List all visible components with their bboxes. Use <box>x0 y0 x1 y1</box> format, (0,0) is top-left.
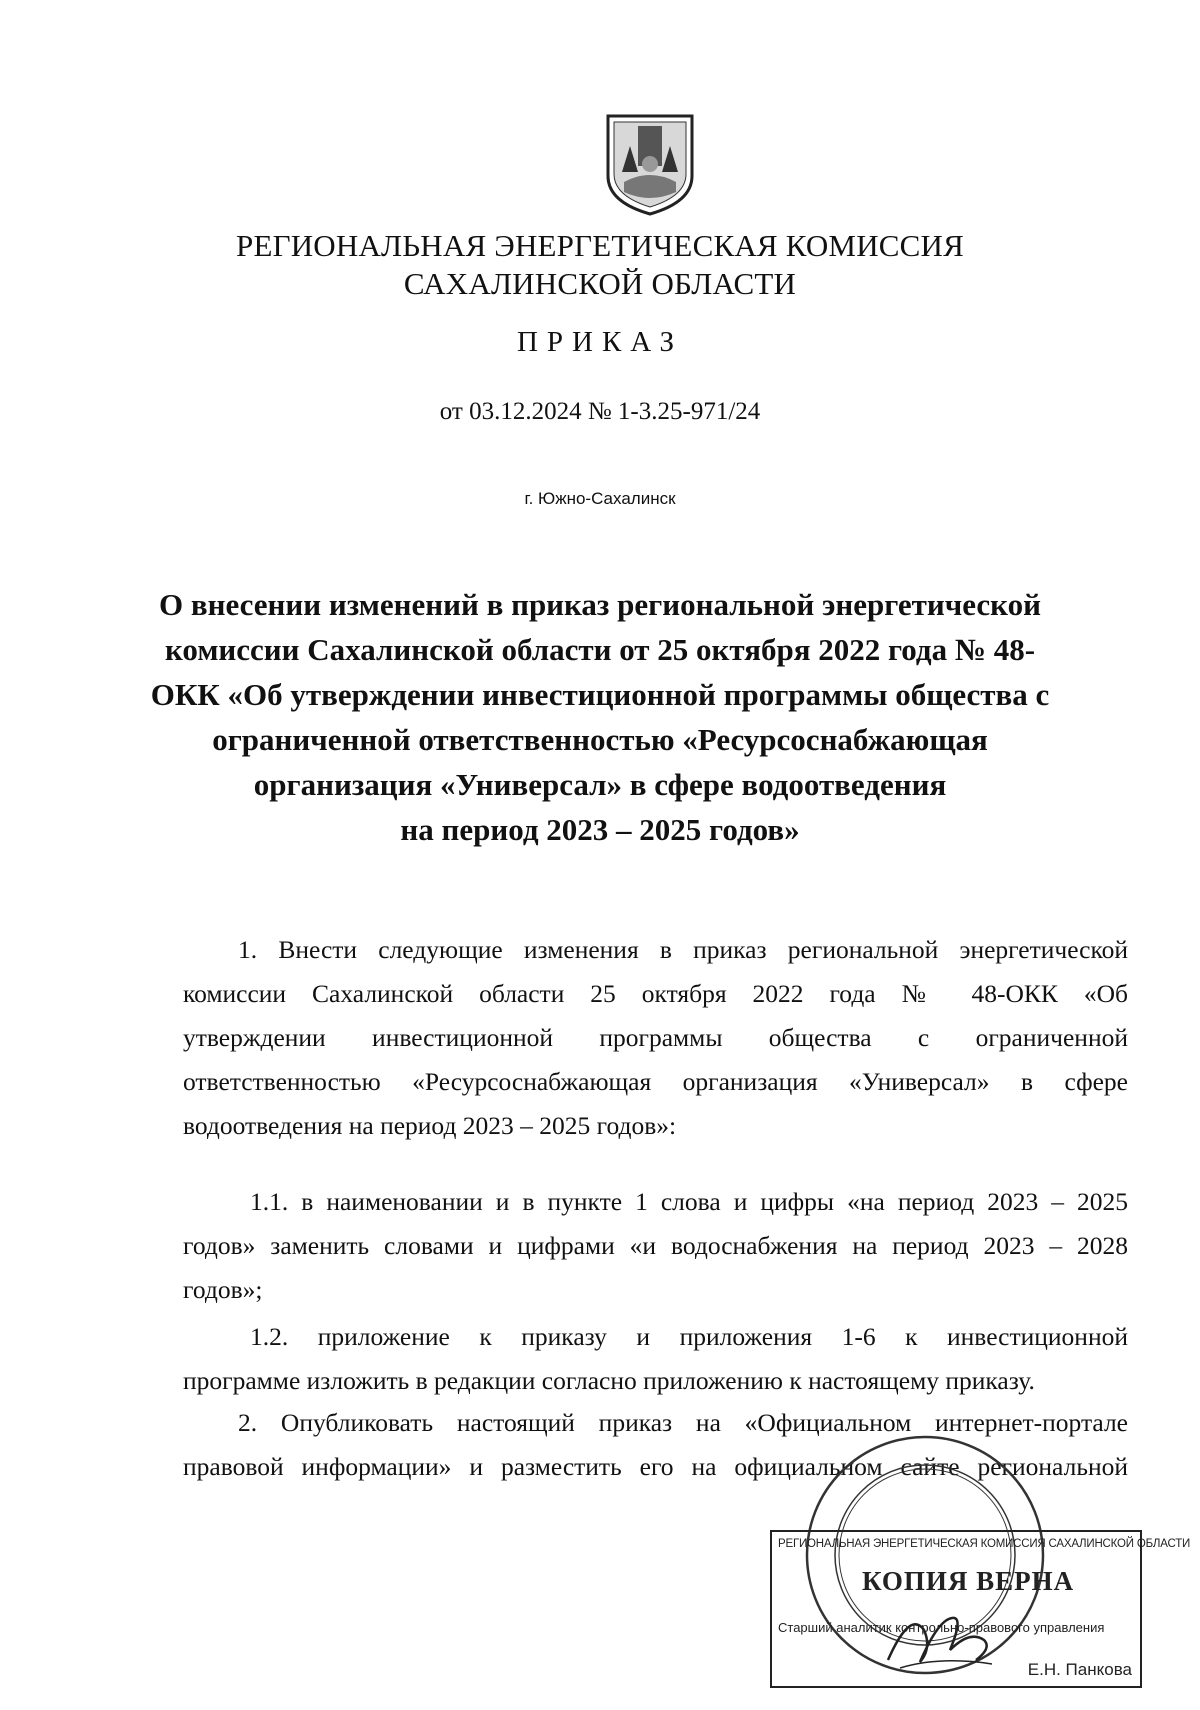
coat-of-arms-icon <box>602 112 698 216</box>
paragraph-1 <box>183 928 1128 1148</box>
paragraph-line: правовой информации» и разместить его на официальном сайте региональной <box>183 1452 1128 1481</box>
stamp-position: Старший аналитик контрольно-правового управления <box>778 1620 1105 1635</box>
paragraph-1-2 <box>183 1315 1128 1403</box>
signature-icon <box>880 1590 1000 1680</box>
org-name-line-1: РЕГИОНАЛЬНАЯ ЭНЕРГЕТИЧЕСКАЯ КОМИССИЯ <box>236 228 964 263</box>
document-title <box>150 582 1050 852</box>
paragraph-line: ответственностью «Ресурсоснабжающая организация «Универсал» в сфере <box>183 1067 1128 1096</box>
title-line: комиссии Сахалинской области от 25 октября 2022 года № 48- <box>164 632 1036 667</box>
paragraph-line: программе изложить в редакции согласно приложению к настоящему приказу. <box>183 1366 1035 1395</box>
document-type: ПРИКАЗ <box>516 326 684 358</box>
paragraph-line: годов»; <box>183 1275 263 1304</box>
org-name-line-2: САХАЛИНСКОЙ ОБЛАСТИ <box>403 266 797 301</box>
paragraph-line: 1. Внести следующие изменения в приказ региональной энергетической <box>238 935 1128 964</box>
stamp-copy-label: КОПИЯ ВЕРНА <box>862 1566 1075 1596</box>
paragraph-line: годов» заменить словами и цифрами «и водоснабжения на период 2023 – 2028 <box>183 1231 1128 1260</box>
paragraph-line: 2. Опубликовать настоящий приказ на «Официальном интернет-портале <box>238 1408 1128 1437</box>
paragraph-line: комиссии Сахалинской области 25 октября 2022 года № 48-ОКК «Об <box>183 979 1128 1008</box>
document-number: от 03.12.2024 № 1-3.25-971/24 <box>439 398 761 425</box>
document-city: г. Южно-Сахалинск <box>524 489 676 508</box>
title-line: О внесении изменений в приказ региональной энергетической <box>159 587 1041 622</box>
title-line: ограниченной ответственностью «Ресурсоснабжающая <box>212 722 988 757</box>
title-line: на период 2023 – 2025 годов» <box>400 812 800 847</box>
paragraph-line: утверждении инвестиционной программы общества с ограниченной <box>183 1023 1128 1052</box>
stamp-name: Е.Н. Панкова <box>1027 1660 1132 1679</box>
paragraph-line: 1.2. приложение к приказу и приложения 1-6 к инвестиционной <box>250 1322 1128 1351</box>
paragraph-line: водоотведения на период 2023 – 2025 годов»: <box>183 1111 677 1140</box>
title-line: организация «Универсал» в сфере водоотведения <box>253 767 947 802</box>
paragraph-line: 1.1. в наименовании и в пункте 1 слова и цифры «на период 2023 – 2025 <box>250 1187 1128 1216</box>
title-line: ОКК «Об утверждении инвестиционной программы общества с <box>150 677 1050 712</box>
stamp-org: РЕГИОНАЛЬНАЯ ЭНЕРГЕТИЧЕСКАЯ КОМИССИЯ САХАЛИНСКОЙ ОБЛАСТИ <box>778 1538 1191 1550</box>
paragraph-1-1 <box>183 1180 1128 1312</box>
